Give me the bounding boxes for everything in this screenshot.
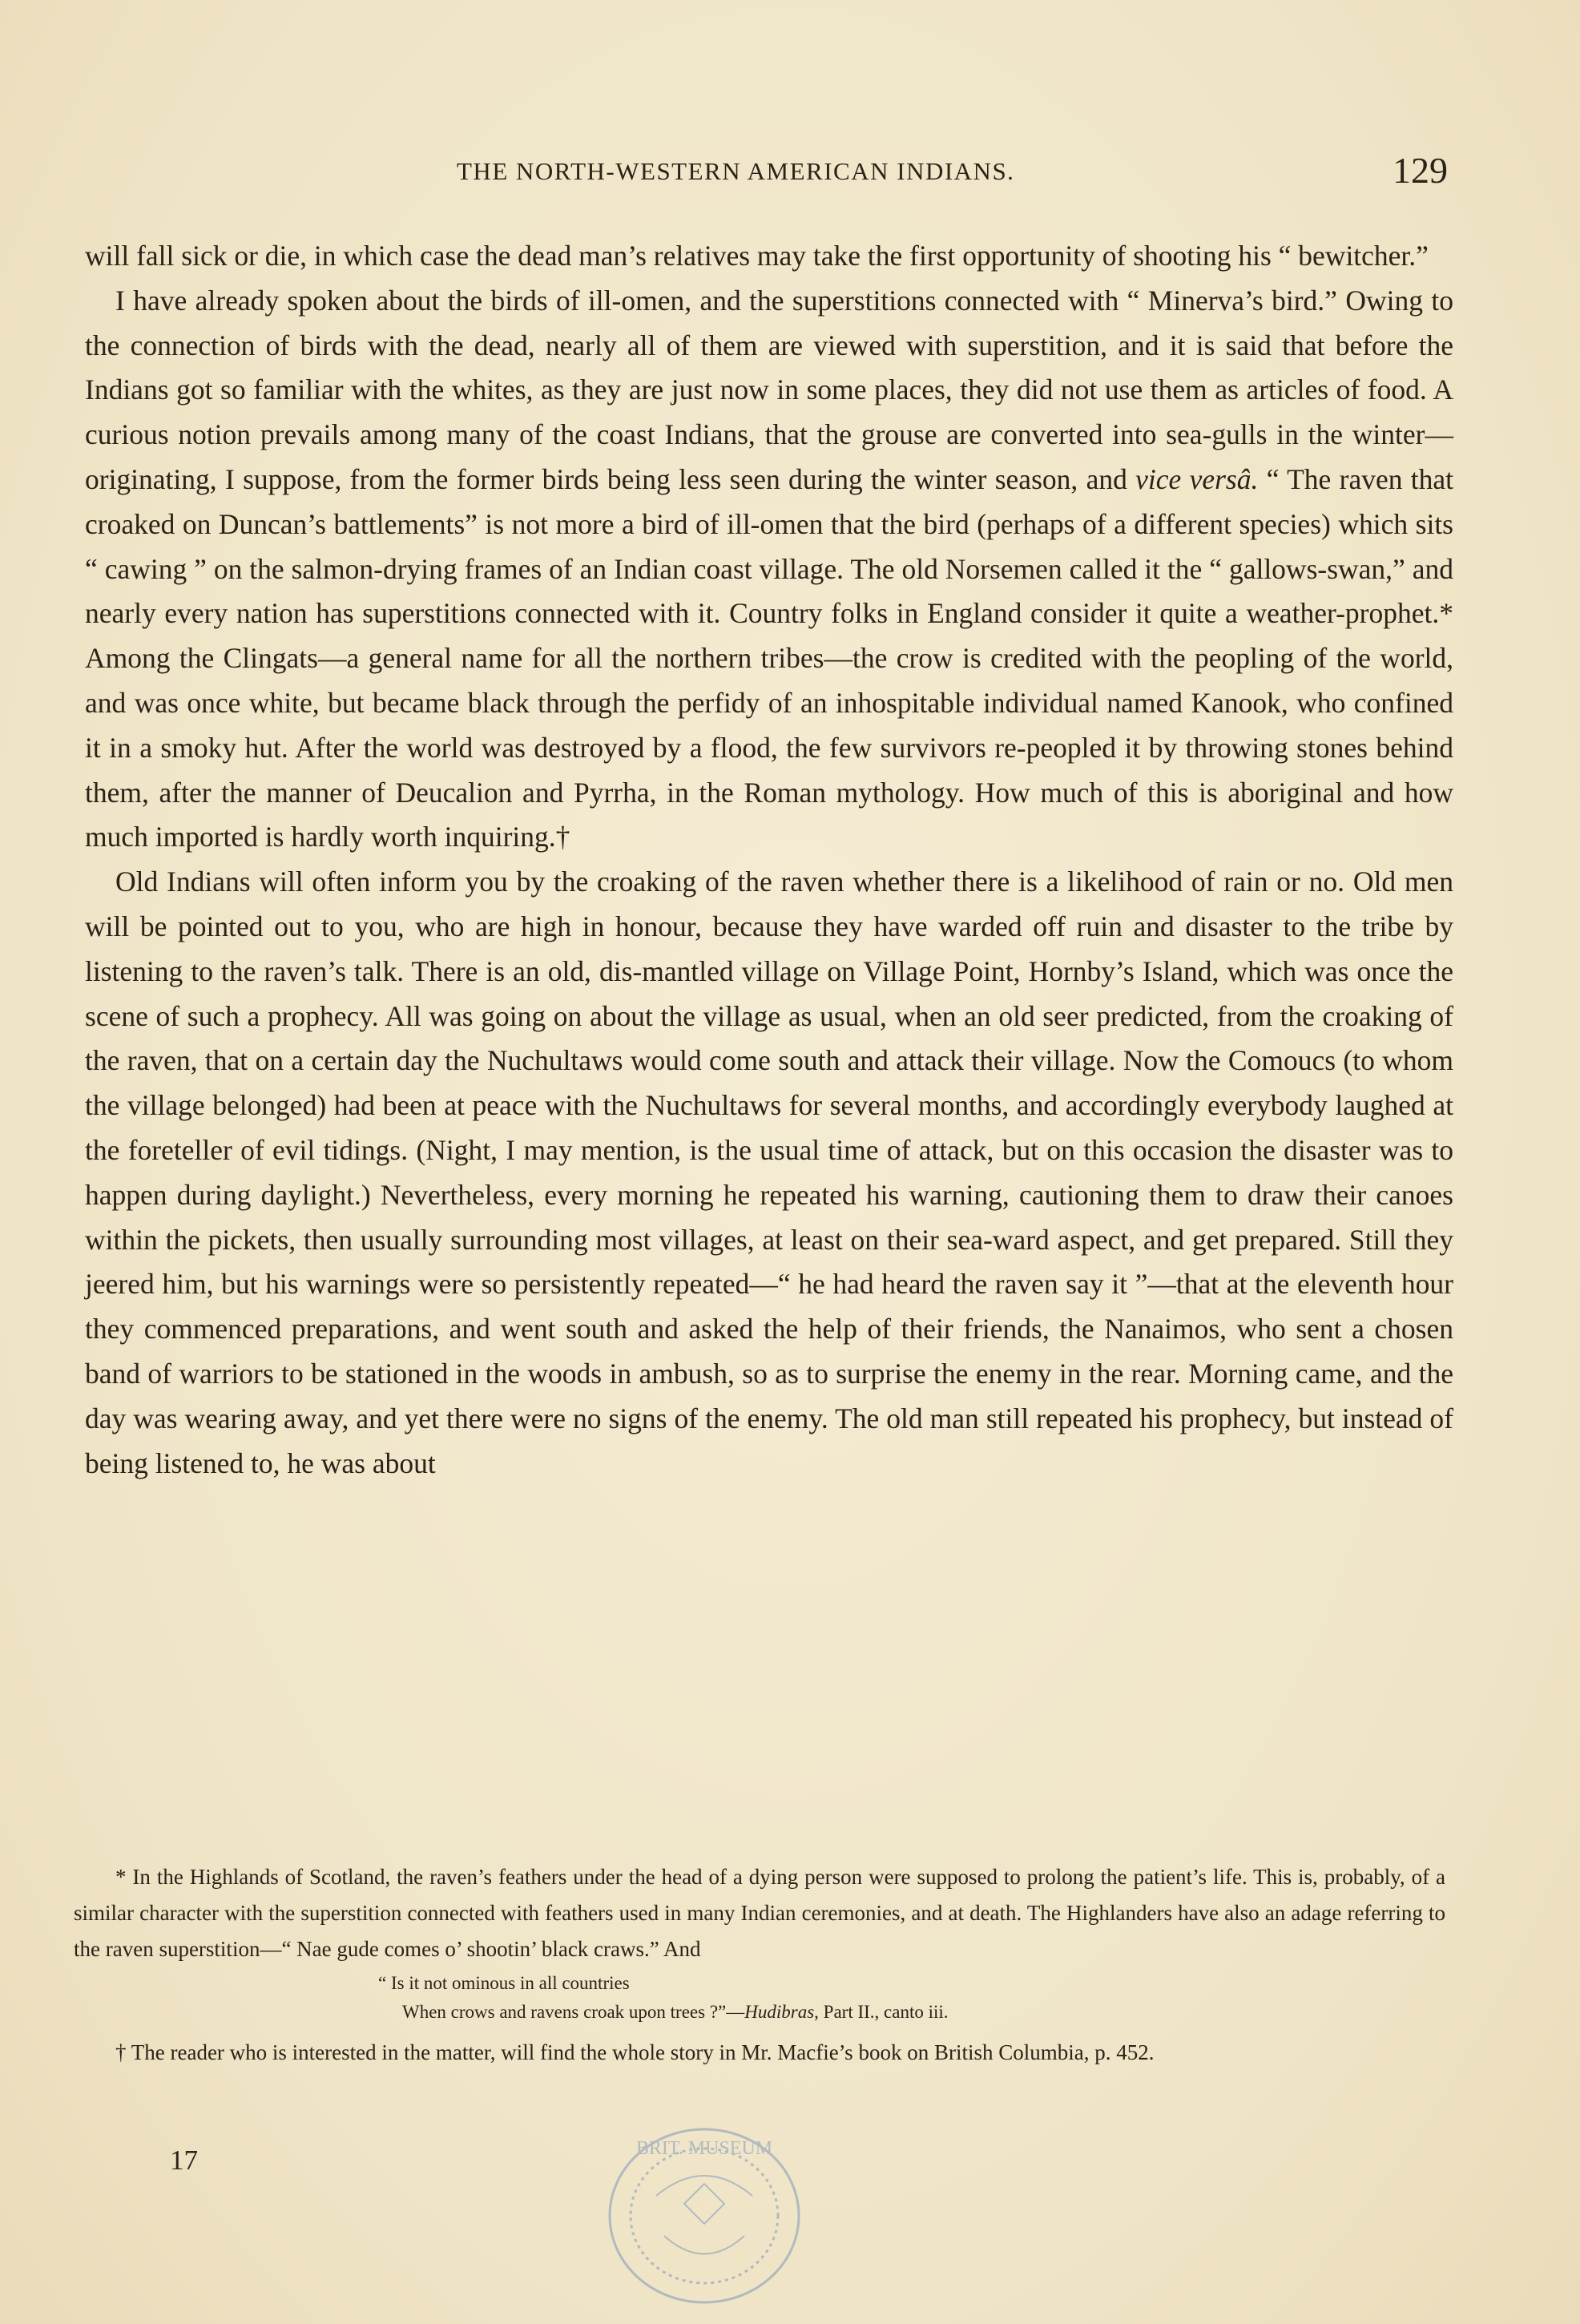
- verse-line-2-text: When crows and ravens croak upon trees ?”—: [402, 2002, 745, 2022]
- footnote-verse: [74, 1969, 1445, 2027]
- footnote-star: * In the Highlands of Scotland, the raven’s feathers under the head of a dying person were supposed to prolong the patient’s life. This is, probably, of a similar character with the superstition connected with feathers used in many Indian ceremonies, and at death. The Highlanders have also an adage referring to the raven superstition—“ Nae gude comes o’ shootin’ black craws.” And: [74, 1865, 1445, 1961]
- paragraph-3: Old Indians will often inform you by the croaking of the raven whether there is a likelihood of rain or no. Old men will be pointed out to you, who are high in honour, because they have warded off ruin and disaster to the tribe by listening to the raven’s talk. There is an old, dis-mantled village on Village Point, Hornby’s Island, which was once the scene of such a prophecy. All was going on about the village as usual, when an old seer predicted, from the croaking of the raven, that on a certain day the Nuchultaws would come south and attack their village. Now the Comoucs (to whom the village belonged) had been at peace with the Nuchultaws for several months, and accordingly everybody laughed at the foreteller of evil tidings. (Night, I may mention, is the usual time of attack, but on this occasion the disaster was to happen during daylight.) Nevertheless, every morning he repeated his warning, cautioning them to draw their canoes within the pickets, then usually surrounding most villages, at least on their sea-ward aspect, and get prepared. Still they jeered him, but his warnings were so persistently repeated—“ he had heard the raven say it ”—that at the eleventh hour they commenced preparations, and went south and asked the help of their friends, the Nanaimos, who sent a chosen band of warriors to be stationed in the woods in ambush, so as to surprise the enemy in the rear. Morning came, and the day was wearing away, and yet there were no signs of the enemy. The old man still repeated his prophecy, but instead of being listened to, he was about: [85, 865, 1453, 1479]
- paragraph-2: [85, 279, 1453, 860]
- signature-mark: 17: [170, 2144, 198, 2176]
- verse-line-1: “ Is it not ominous in all countries: [378, 1973, 630, 1993]
- museum-stamp-icon: [588, 2108, 820, 2316]
- footnotes: [74, 1859, 1445, 2071]
- paragraph-2-part-a: I have already spoken about the birds of ill-omen, and the superstitions connected with “ Minerva’s bird.” Owing to the connection of birds with the dead, nearly all of them are viewed with superstition, and it is said that before the Indians got so familiar with the whites, as they are just now in some places, they did not use them as articles of food. A curious notion prevails among many of the coast Indians, that the grouse are converted into sea-gulls in the winter—originating, I suppose, from the former birds being less seen during the winter season, and: [85, 284, 1453, 495]
- running-head: THE NORTH-WESTERN AMERICAN INDIANS.: [457, 157, 1015, 185]
- verse-line-2-citation: , Part II., canto iii.: [814, 2002, 949, 2022]
- vice-versa-italic: vice versâ.: [1135, 462, 1259, 495]
- paragraph-1: will fall sick or die, in which case the dead man’s relatives may take the first opportunity of shooting his “ bewitcher.”: [85, 240, 1429, 272]
- stamp-text: BRIT. MUSEUM: [635, 2138, 773, 2159]
- verse-source-italic: Hudibras: [744, 2002, 815, 2022]
- body-text: [85, 234, 1453, 1486]
- verse-line-2: [74, 1998, 1445, 2027]
- paragraph-2-part-b: “ The raven that croaked on Duncan’s battlements” is not more a bird of ill-omen that the bird (perhaps of a different species) which sits “ cawing ” on the salmon-drying frames of an Indian coast village. The old Norsemen called it the “ gallows-swan,” and nearly every nation has superstitions connected with it. Country folks in England consider it quite a weather-prophet.* Among the Clingats—a general name for all the northern tribes—the crow is credited with the peopling of the world, and was once white, but became black through the perfidy of an inhospitable individual named Kanook, who confined it in a smoky hut. After the world was destroyed by a flood, the few survivors re-peopled it by throwing stones behind them, after the manner of Deucalion and Pyrrha, in the Roman mythology. How much of this is aboriginal and how much imported is hardly worth inquiring.†: [85, 462, 1454, 853]
- footnote-dagger: † The reader who is interested in the matter, will find the whole story in Mr. Macfie’s book on British Columbia, p. 452.: [115, 2040, 1155, 2064]
- page-number: 129: [1393, 150, 1448, 191]
